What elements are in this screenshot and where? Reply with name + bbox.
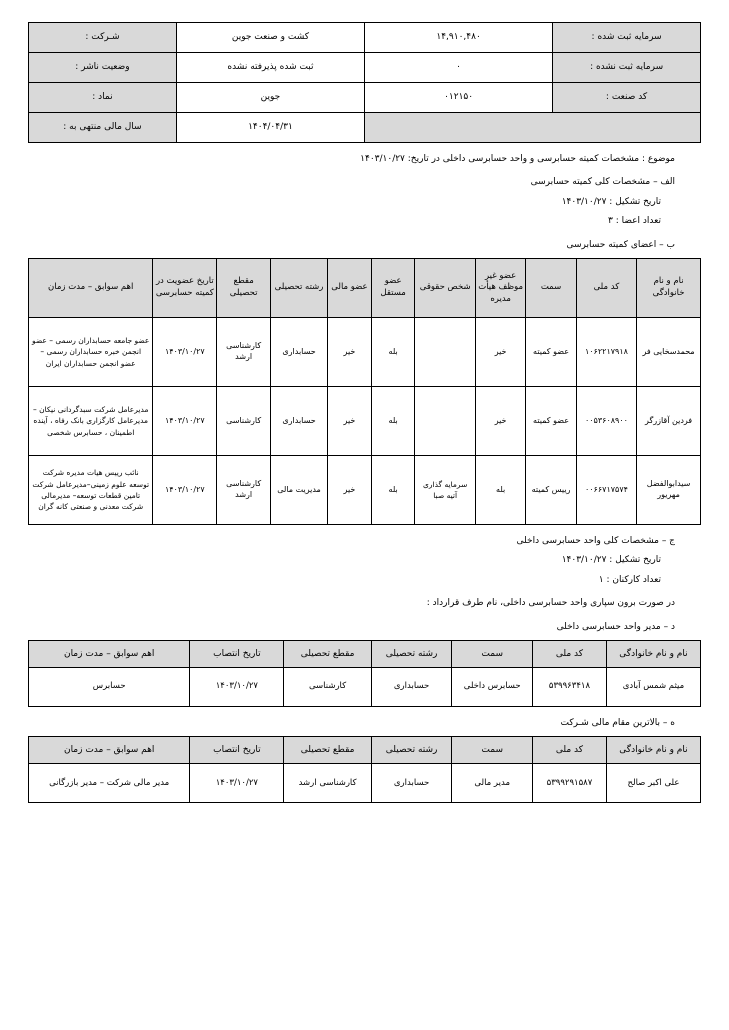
table-row <box>29 23 701 53</box>
table-row <box>29 455 701 524</box>
cell-field: حسابداری <box>371 764 452 803</box>
cell-name: علی اکبر صالح <box>606 764 700 803</box>
cell-non-executive: خیر <box>475 317 525 386</box>
left-label-cell: کد صنعت : <box>553 83 701 113</box>
col-national-id: کد ملی <box>533 640 607 667</box>
cell-financial-member: خیر <box>328 455 372 524</box>
cell-national-id: ۵۳۹۹۲۹۱۵۸۷ <box>533 764 607 803</box>
col-degree: مقطع تحصیلی <box>217 258 271 317</box>
company-info-table <box>28 22 701 143</box>
section-d-title: د – مدیر واحد حسابرسی داخلی <box>556 621 675 632</box>
cell-position: عضو کمیته <box>526 386 576 455</box>
cell-independent: بله <box>371 386 415 455</box>
col-membership-date: تاریخ عضویت در کمیته حسابرسی <box>153 258 217 317</box>
right-value-cell: کشت و صنعت جوین <box>176 23 364 53</box>
cell-degree: کارشناسی <box>217 386 271 455</box>
col-legal-entity: شخص حقوقی <box>415 258 475 317</box>
col-appointment-date: تاریخ انتصاب <box>190 737 284 764</box>
cell-degree: کارشناسی ارشد <box>217 317 271 386</box>
cell-national-id: ۰۰۵۳۶۰۸۹۰۰ <box>576 386 636 455</box>
cell-national-id: ۰۰۶۶۷۱۷۵۷۴ <box>576 455 636 524</box>
cell-appointment-date: ۱۴۰۳/۱۰/۲۷ <box>190 764 284 803</box>
section-e-title: ه – بالاترین مقام مالی شـرکت <box>560 717 675 728</box>
table-row <box>29 764 701 803</box>
table-row <box>29 53 701 83</box>
internal-audit-manager-table <box>28 640 701 707</box>
cell-degree: کارشناسی ارشد <box>284 764 371 803</box>
table-row <box>29 317 701 386</box>
col-position: سمت <box>526 258 576 317</box>
table-header-row <box>29 737 701 764</box>
section-b-title: ب – اعضای کمیته حسابرسی <box>566 239 675 250</box>
col-appointment-date: تاریخ انتصاب <box>190 640 284 667</box>
section-c-staff-count: تعداد کارکنان : ۱ <box>598 574 661 585</box>
col-independent: عضو مستقل <box>371 258 415 317</box>
table-row <box>29 386 701 455</box>
cell-national-id: ۱۰۶۲۲۱۷۹۱۸ <box>576 317 636 386</box>
cell-experience: عضو جامعه حسابداران رسمی – عضو انجمن خبره حسابداران رسمی – عضو انجمن حسابداران ایران <box>29 317 153 386</box>
right-label-cell: نماد : <box>29 83 177 113</box>
subject-line: موضوع : مشخصات کمیته حسابرسی و واحد حسابرسی داخلی در تاریخ: ۱۴۰۳/۱۰/۲۷ <box>360 154 675 164</box>
cell-non-executive: خیر <box>475 386 525 455</box>
left-label-cell: سرمایه ثبت شده : <box>553 23 701 53</box>
col-position: سمت <box>452 640 533 667</box>
col-experience: اهم سوابق – مدت زمان <box>29 737 190 764</box>
table-row <box>29 667 701 706</box>
section-c-title: ج – مشخصات کلی واحد حسابرسی داخلی <box>516 535 675 546</box>
cell-experience: مدیر مالی شرکت – مدیر بازرگانی <box>29 764 190 803</box>
col-name: نام و نام خانوادگی <box>606 737 700 764</box>
cell-field: حسابداری <box>271 317 328 386</box>
cell-degree: کارشناسی <box>284 667 371 706</box>
cell-legal-entity <box>415 386 475 455</box>
table-row <box>29 113 701 143</box>
cell-position: عضو کمیته <box>526 317 576 386</box>
cell-independent: بله <box>371 455 415 524</box>
cell-independent: بله <box>371 317 415 386</box>
section-a-formation-date: تاریخ تشکیل : ۱۴۰۳/۱۰/۲۷ <box>561 196 661 207</box>
cell-experience: حسابرس <box>29 667 190 706</box>
cell-field: حسابداری <box>271 386 328 455</box>
cell-financial-member: خیر <box>328 386 372 455</box>
left-label-cell: سرمایه ثبت نشده : <box>553 53 701 83</box>
cell-position: مدیر مالی <box>452 764 533 803</box>
cell-name: میثم شمس آبادی <box>606 667 700 706</box>
section-a-member-count: تعداد اعضا : ۳ <box>608 216 661 227</box>
cell-degree: کارشناسی ارشد <box>217 455 271 524</box>
col-field: رشته تحصیلی <box>371 640 452 667</box>
empty-cell <box>365 113 701 143</box>
cell-legal-entity: سرمایه گذاری آتیه صبا <box>415 455 475 524</box>
table-row <box>29 83 701 113</box>
cell-position: رییس کمیته <box>526 455 576 524</box>
col-national-id: کد ملی <box>576 258 636 317</box>
col-experience: اهم سوابق – مدت زمان <box>29 640 190 667</box>
left-value-cell: ۰۱۲۱۵۰ <box>365 83 553 113</box>
fiscal-year-value: ۱۴۰۴/۰۴/۳۱ <box>176 113 364 143</box>
right-value-cell: ثبت شده پذیرفته نشده <box>176 53 364 83</box>
cell-non-executive: بله <box>475 455 525 524</box>
cell-field: مدیریت مالی <box>271 455 328 524</box>
right-label-cell: شـرکت : <box>29 23 177 53</box>
cell-membership-date: ۱۴۰۳/۱۰/۲۷ <box>153 386 217 455</box>
col-field: رشته تحصیلی <box>371 737 452 764</box>
col-field: رشته تحصیلی <box>271 258 328 317</box>
col-non-executive: عضو غیر موظف هیأت مدیره <box>475 258 525 317</box>
col-name: نام و نام خانوادگی <box>606 640 700 667</box>
col-degree: مقطع تحصیلی <box>284 737 371 764</box>
cell-membership-date: ۱۴۰۳/۱۰/۲۷ <box>153 317 217 386</box>
col-financial-member: عضو مالی <box>328 258 372 317</box>
left-value-cell: ۱۴,۹۱۰,۴۸۰ <box>365 23 553 53</box>
right-label-cell: وضعیت ناشر : <box>29 53 177 83</box>
committee-members-table <box>28 258 701 525</box>
cell-legal-entity <box>415 317 475 386</box>
right-value-cell: جوین <box>176 83 364 113</box>
cell-appointment-date: ۱۴۰۳/۱۰/۲۷ <box>190 667 284 706</box>
left-value-cell: ۰ <box>365 53 553 83</box>
cell-experience: نائب رییس هیات مدیره شرکت توسعه علوم زمینی–مدیرعامل شرکت تامین قطعات توسعه– مدیرمالی شرکت معدنی و صنعتی کانه گران <box>29 455 153 524</box>
cell-position: حسابرس داخلی <box>452 667 533 706</box>
section-c-formation-date: تاریخ تشکیل : ۱۴۰۳/۱۰/۲۷ <box>561 555 661 566</box>
cell-name: محمدسخایی فر <box>637 317 701 386</box>
cell-name: فردین آقازرگر <box>637 386 701 455</box>
section-c-outsourcing-note: در صورت برون سپاری واحد حسابرسی داخلی، نام طرف قرارداد : <box>426 598 675 609</box>
cell-financial-member: خیر <box>328 317 372 386</box>
top-financial-officer-table <box>28 736 701 803</box>
cell-national-id: ۵۳۹۹۶۳۴۱۸ <box>533 667 607 706</box>
table-header-row <box>29 258 701 317</box>
fiscal-year-label: سال مالی منتهی به : <box>29 113 177 143</box>
cell-field: حسابداری <box>371 667 452 706</box>
col-national-id: کد ملی <box>533 737 607 764</box>
col-experience: اهم سوابق – مدت زمان <box>29 258 153 317</box>
table-header-row <box>29 640 701 667</box>
cell-name: سیدابوالفضل مهریور <box>637 455 701 524</box>
col-position: سمت <box>452 737 533 764</box>
section-a-title: الف – مشخصات کلی کمیته حسابرسی <box>530 177 675 188</box>
col-name: نام و نام خانوادگی <box>637 258 701 317</box>
cell-experience: مدیرعامل شرکت سبدگردانی نیکان – مدیرعامل کارگزاری بانک رفاه ، آینده اطمینان ، حسابرس شخصی <box>29 386 153 455</box>
col-degree: مقطع تحصیلی <box>284 640 371 667</box>
cell-membership-date: ۱۴۰۳/۱۰/۲۷ <box>153 455 217 524</box>
